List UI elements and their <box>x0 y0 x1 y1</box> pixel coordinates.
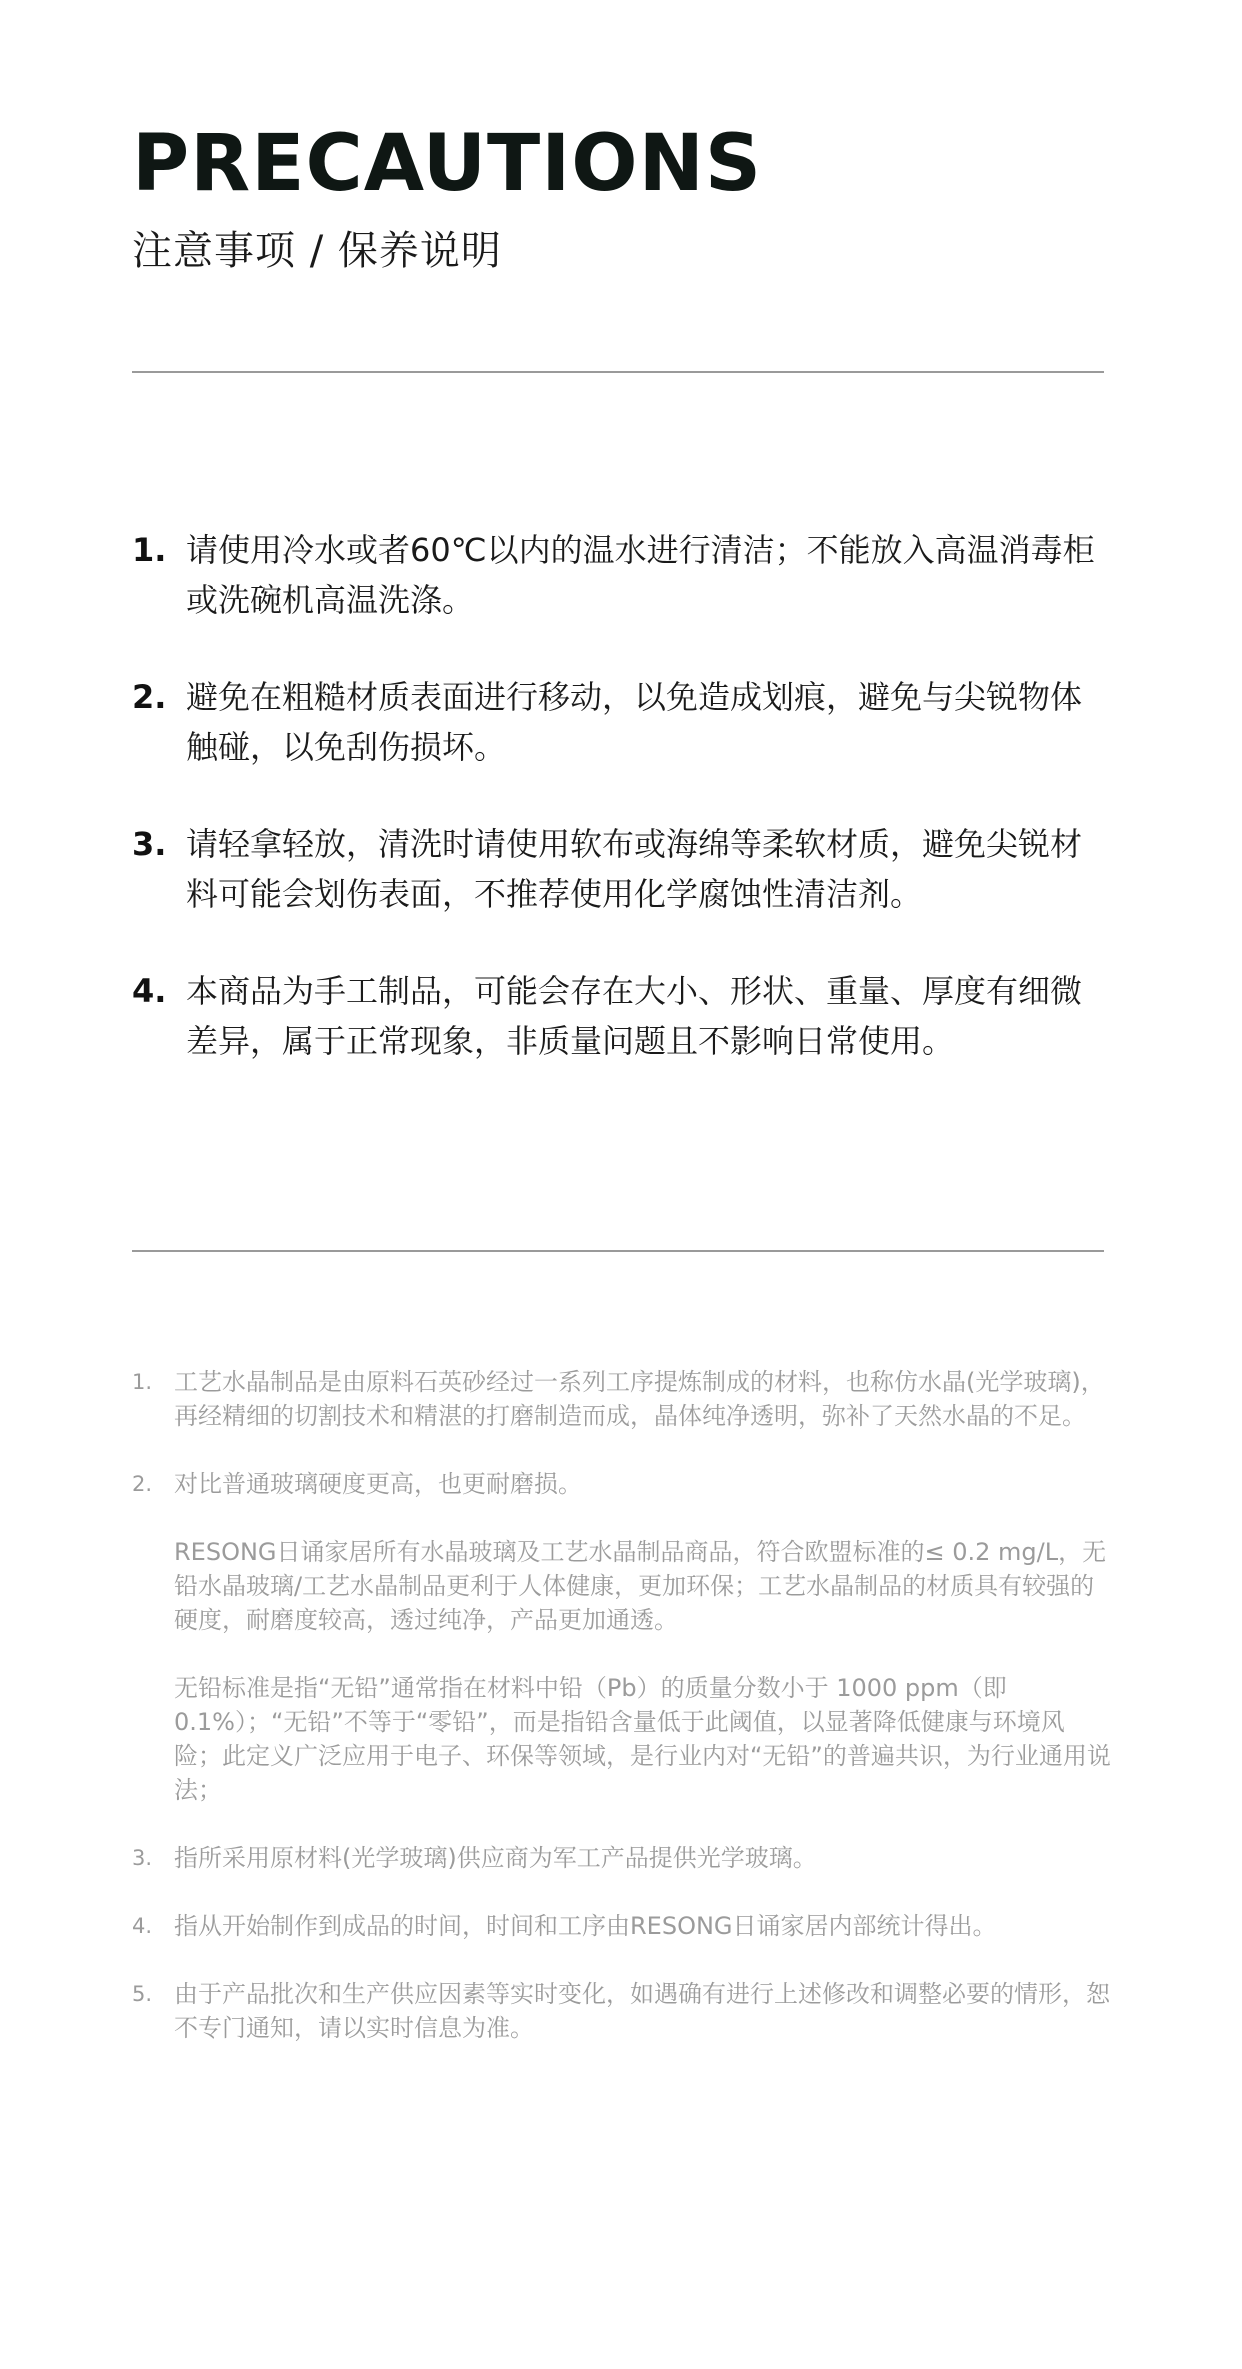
note-number: 3. <box>132 1846 153 1870</box>
note-number: 1. <box>132 1370 153 1394</box>
precaution-text: 请使用冷水或者60℃以内的温水进行清洁；不能放入高温消毒柜或洗碗机高温洗涤。 <box>186 531 1095 619</box>
note-body <box>174 1977 1112 2045</box>
note-item <box>132 1909 1112 1943</box>
note-item <box>132 1467 1112 1807</box>
note-number: 2. <box>132 1472 153 1496</box>
precaution-number: 3. <box>132 825 167 863</box>
page-title: PRECAUTIONS <box>132 119 763 209</box>
precaution-item <box>132 966 1104 1066</box>
precaution-item <box>132 525 1104 625</box>
note-body <box>174 1365 1112 1433</box>
note-body <box>174 1467 1112 1807</box>
page-subtitle: 注意事项 / 保养说明 <box>132 228 502 274</box>
note-item <box>132 1365 1112 1433</box>
precaution-number: 1. <box>132 531 167 569</box>
note-paragraph: 指所采用原材料(光学玻璃)供应商为军工产品提供光学玻璃。 <box>174 1844 817 1872</box>
note-number: 4. <box>132 1914 153 1938</box>
precaution-number: 4. <box>132 972 167 1010</box>
precaution-text: 请轻拿轻放，清洗时请使用软布或海绵等柔软材质，避免尖锐材料可能会划伤表面，不推荐使用化学腐蚀性清洁剂。 <box>186 825 1083 913</box>
precautions-list <box>132 525 1104 1113</box>
note-number: 5. <box>132 1982 153 2006</box>
note-paragraph: RESONG日诵家居所有水晶玻璃及工艺水晶制品商品，符合欧盟标准的≤ 0.2 mg/L，无铅水晶玻璃/工艺水晶制品更利于人体健康，更加环保；工艺水晶制品的材质具有较强的硬度，耐磨度较高，透过纯净，产品更加通透。 <box>174 1538 1107 1634</box>
note-paragraph: 对比普通玻璃硬度更高，也更耐磨损。 <box>174 1470 582 1498</box>
middle-divider <box>132 1250 1104 1252</box>
precaution-number: 2. <box>132 678 167 716</box>
note-item <box>132 1841 1112 1875</box>
notes-list <box>132 1365 1112 2079</box>
note-paragraph: 由于产品批次和生产供应因素等实时变化，如遇确有进行上述修改和调整必要的情形，恕不专门通知，请以实时信息为准。 <box>174 1980 1110 2042</box>
note-paragraph: 工艺水晶制品是由原料石英砂经过一系列工序提炼制成的材料，也称仿水晶(光学玻璃)，再经精细的切割技术和精湛的打磨制造而成，晶体纯净透明，弥补了天然水晶的不足。 <box>174 1368 1105 1430</box>
note-item <box>132 1977 1112 2045</box>
precaution-text: 避免在粗糙材质表面进行移动，以免造成划痕，避免与尖锐物体触碰，以免刮伤损坏。 <box>186 678 1083 766</box>
note-paragraph: 无铅标准是指“无铅”通常指在材料中铅（Pb）的质量分数小于 1000 ppm（即 0.1%）；“无铅”不等于“零铅”，而是指铅含量低于此阈值，以显著降低健康与环境风险；此定义广泛应用于电子、环保等领域，是行业内对“无铅”的普遍共识，为行业通用说法； <box>174 1674 1111 1804</box>
note-body <box>174 1841 1112 1875</box>
precaution-text: 本商品为手工制品，可能会存在大小、形状、重量、厚度有细微差异，属于正常现象，非质量问题且不影响日常使用。 <box>186 972 1083 1060</box>
note-body <box>174 1909 1112 1943</box>
precaution-item <box>132 672 1104 772</box>
precaution-item <box>132 819 1104 919</box>
top-divider <box>132 371 1104 373</box>
note-paragraph: 指从开始制作到成品的时间，时间和工序由RESONG日诵家居内部统计得出。 <box>174 1912 997 1940</box>
